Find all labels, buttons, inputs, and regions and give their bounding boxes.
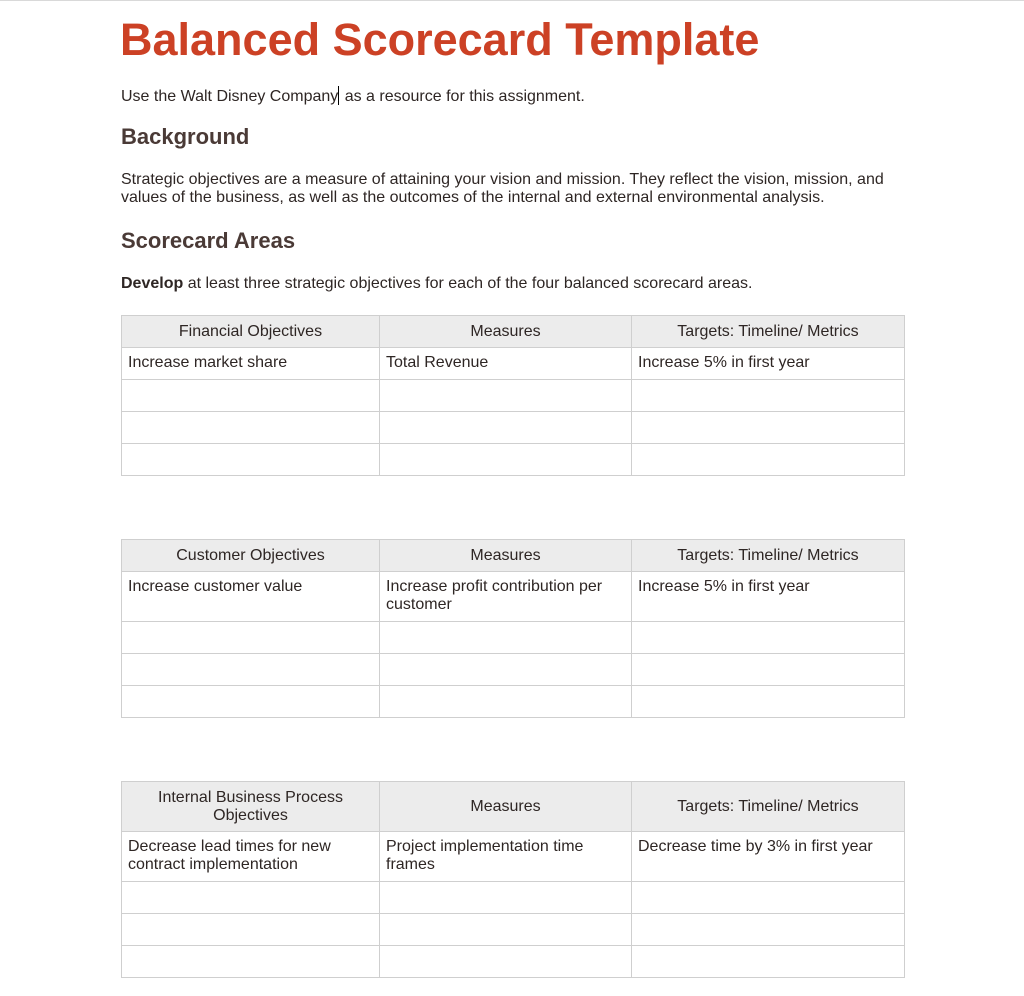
table-cell[interactable] [380,686,632,718]
financial-objectives-table [121,315,905,476]
table-cell[interactable] [122,882,380,914]
table-cell[interactable] [380,946,632,978]
table-cell[interactable] [380,654,632,686]
table-cell[interactable] [380,444,632,476]
table-cell[interactable] [632,654,905,686]
table-cell[interactable] [380,622,632,654]
table-header-row [122,782,905,832]
table-cell[interactable] [632,622,905,654]
table-cell[interactable]: Increase customer value [122,572,380,622]
header-targets: Targets: Timeline/ Metrics [632,540,905,572]
scorecard-areas-heading: Scorecard Areas [121,228,296,253]
table-row [122,412,905,444]
table-cell[interactable]: Increase market share [122,348,380,380]
table-cell[interactable] [122,444,380,476]
table-cell[interactable] [380,412,632,444]
table-row [122,572,905,622]
table-cell[interactable] [122,622,380,654]
intro-text-after: as a resource for this assignment. [340,88,585,105]
customer-objectives-table [121,539,905,718]
table-cell[interactable] [122,412,380,444]
table-cell[interactable] [122,914,380,946]
background-heading: Background [121,124,250,149]
table-cell[interactable] [380,882,632,914]
table-row [122,832,905,882]
table-cell[interactable]: Increase profit contribution per customer [380,572,632,622]
intro-text-before: Use the Walt Disney Company [121,88,339,105]
table-cell[interactable] [122,686,380,718]
table-cell[interactable] [380,380,632,412]
table-cell[interactable]: Project implementation time frames [380,832,632,882]
table-cell[interactable] [632,380,905,412]
table-header-row [122,316,905,348]
table-cell[interactable] [122,380,380,412]
table-cell[interactable]: Total Revenue [380,348,632,380]
table-row [122,622,905,654]
internal-process-objectives-table [121,781,905,978]
table-cell[interactable] [632,914,905,946]
document-title: Balanced Scorecard Template [120,14,760,65]
table-header-row [122,540,905,572]
header-objectives: Internal Business Process Objectives [122,782,380,832]
header-measures: Measures [380,782,632,832]
header-objectives: Financial Objectives [122,316,380,348]
scorecard-instruction [121,275,752,293]
header-objectives: Customer Objectives [122,540,380,572]
table-row [122,654,905,686]
table-row [122,686,905,718]
table-cell[interactable] [632,686,905,718]
top-divider [0,0,1024,1]
table-cell[interactable]: Increase 5% in first year [632,348,905,380]
background-paragraph: Strategic objectives are a measure of attaining your vision and mission. They reflect the vision, mission, and values of the business, as well as the outcomes of the internal and external environmental analysis. [121,171,884,206]
intro-line[interactable] [121,86,585,106]
table-cell[interactable]: Decrease time by 3% in first year [632,832,905,882]
table-cell[interactable] [632,444,905,476]
table-row [122,348,905,380]
table-row [122,444,905,476]
table-cell[interactable] [122,946,380,978]
table-row [122,946,905,978]
table-cell[interactable] [632,946,905,978]
table-row [122,380,905,412]
header-targets: Targets: Timeline/ Metrics [632,316,905,348]
instruction-text: at least three strategic objectives for each of the four balanced scorecard areas. [183,275,753,292]
table-cell[interactable] [380,914,632,946]
table-cell[interactable] [122,654,380,686]
table-cell[interactable]: Decrease lead times for new contract implementation [122,832,380,882]
table-cell[interactable] [632,882,905,914]
table-row [122,914,905,946]
table-cell[interactable] [632,412,905,444]
header-measures: Measures [380,540,632,572]
table-cell[interactable]: Increase 5% in first year [632,572,905,622]
table-row [122,882,905,914]
header-targets: Targets: Timeline/ Metrics [632,782,905,832]
header-measures: Measures [380,316,632,348]
instruction-bold: Develop [121,275,184,292]
